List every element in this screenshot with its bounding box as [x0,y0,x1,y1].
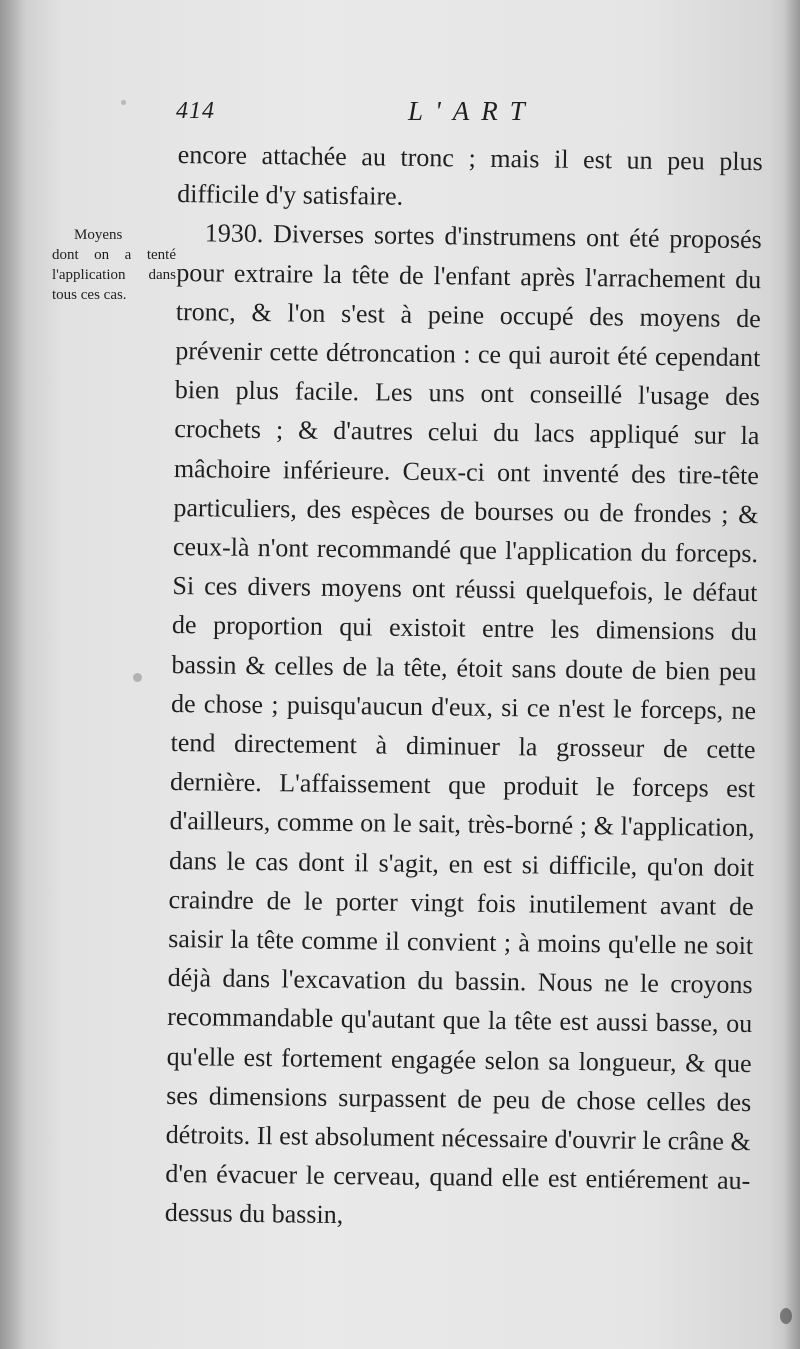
margin-note-text: dont on a tenté l'application dans tous ces cas. [52,247,176,303]
paragraph-1930: 1930. Diverses sortes d'instrumens ont été proposés pour extraire la tête de l'enfant après l'arrachement du tronc, & l'on s'est à peine occupé des moyens de prévenir cette détroncation : ce qui auroit été cependant bien plus facile. Les uns ont conseillé l'usage des crochets ; & d'autres celui du lacs appliqué sur la mâchoire inférieure. Ceux-ci ont inventé des tire-tête particuliers, des espèces de bourses ou de frondes ; & ceux-là n'ont recommandé que l'application du forceps. Si ces divers moyens ont réussi quelquefois, le défaut de proportion qui existoit entre les dimensions du bassin & celles de la tête, étoit sans doute de bien peu de chose ; puisqu'aucun d'eux, si ce n'est le forceps, ne tend directement à diminuer la grosseur de cette dernière. L'affaissement que produit le forceps est d'ailleurs, comme on le sait, très-borné ; & l'application, dans le cas dont il s'agit, en est si difficile, qu'on doit craindre de le porter vingt fois inutilement avant de saisir la tête comme il convient ; à moins qu'elle ne soit déjà dans l'excavation du bassin. Nous ne le croyons recommandable qu'autant que la tête est aussi basse, ou qu'elle est fortement engagée selon sa longueur, & que ses dimensions surpassent de peu de chose celles des détroits. Il est absolument nécessaire d'ouvrir le crâne & d'en évacuer le cerveau, quand elle est entiérement au-dessus du bassin, [164,218,762,1230]
margin-note [52,225,176,305]
page-edge-shadow-left [0,0,26,1349]
page-number: 414 [176,98,215,124]
paper-speck [133,673,142,682]
paper-speck [121,100,126,105]
running-head: L'ART [408,96,537,126]
continuation-text: encore attachée au tronc ; mais il est un peu plus difficile d'y satisfaire. [177,139,763,211]
page-header [0,98,800,138]
paper-speck [780,1308,792,1324]
margin-note-first-line: Moyens [74,227,123,243]
page-edge-shadow-right [784,0,800,1349]
body-text [165,135,763,1240]
